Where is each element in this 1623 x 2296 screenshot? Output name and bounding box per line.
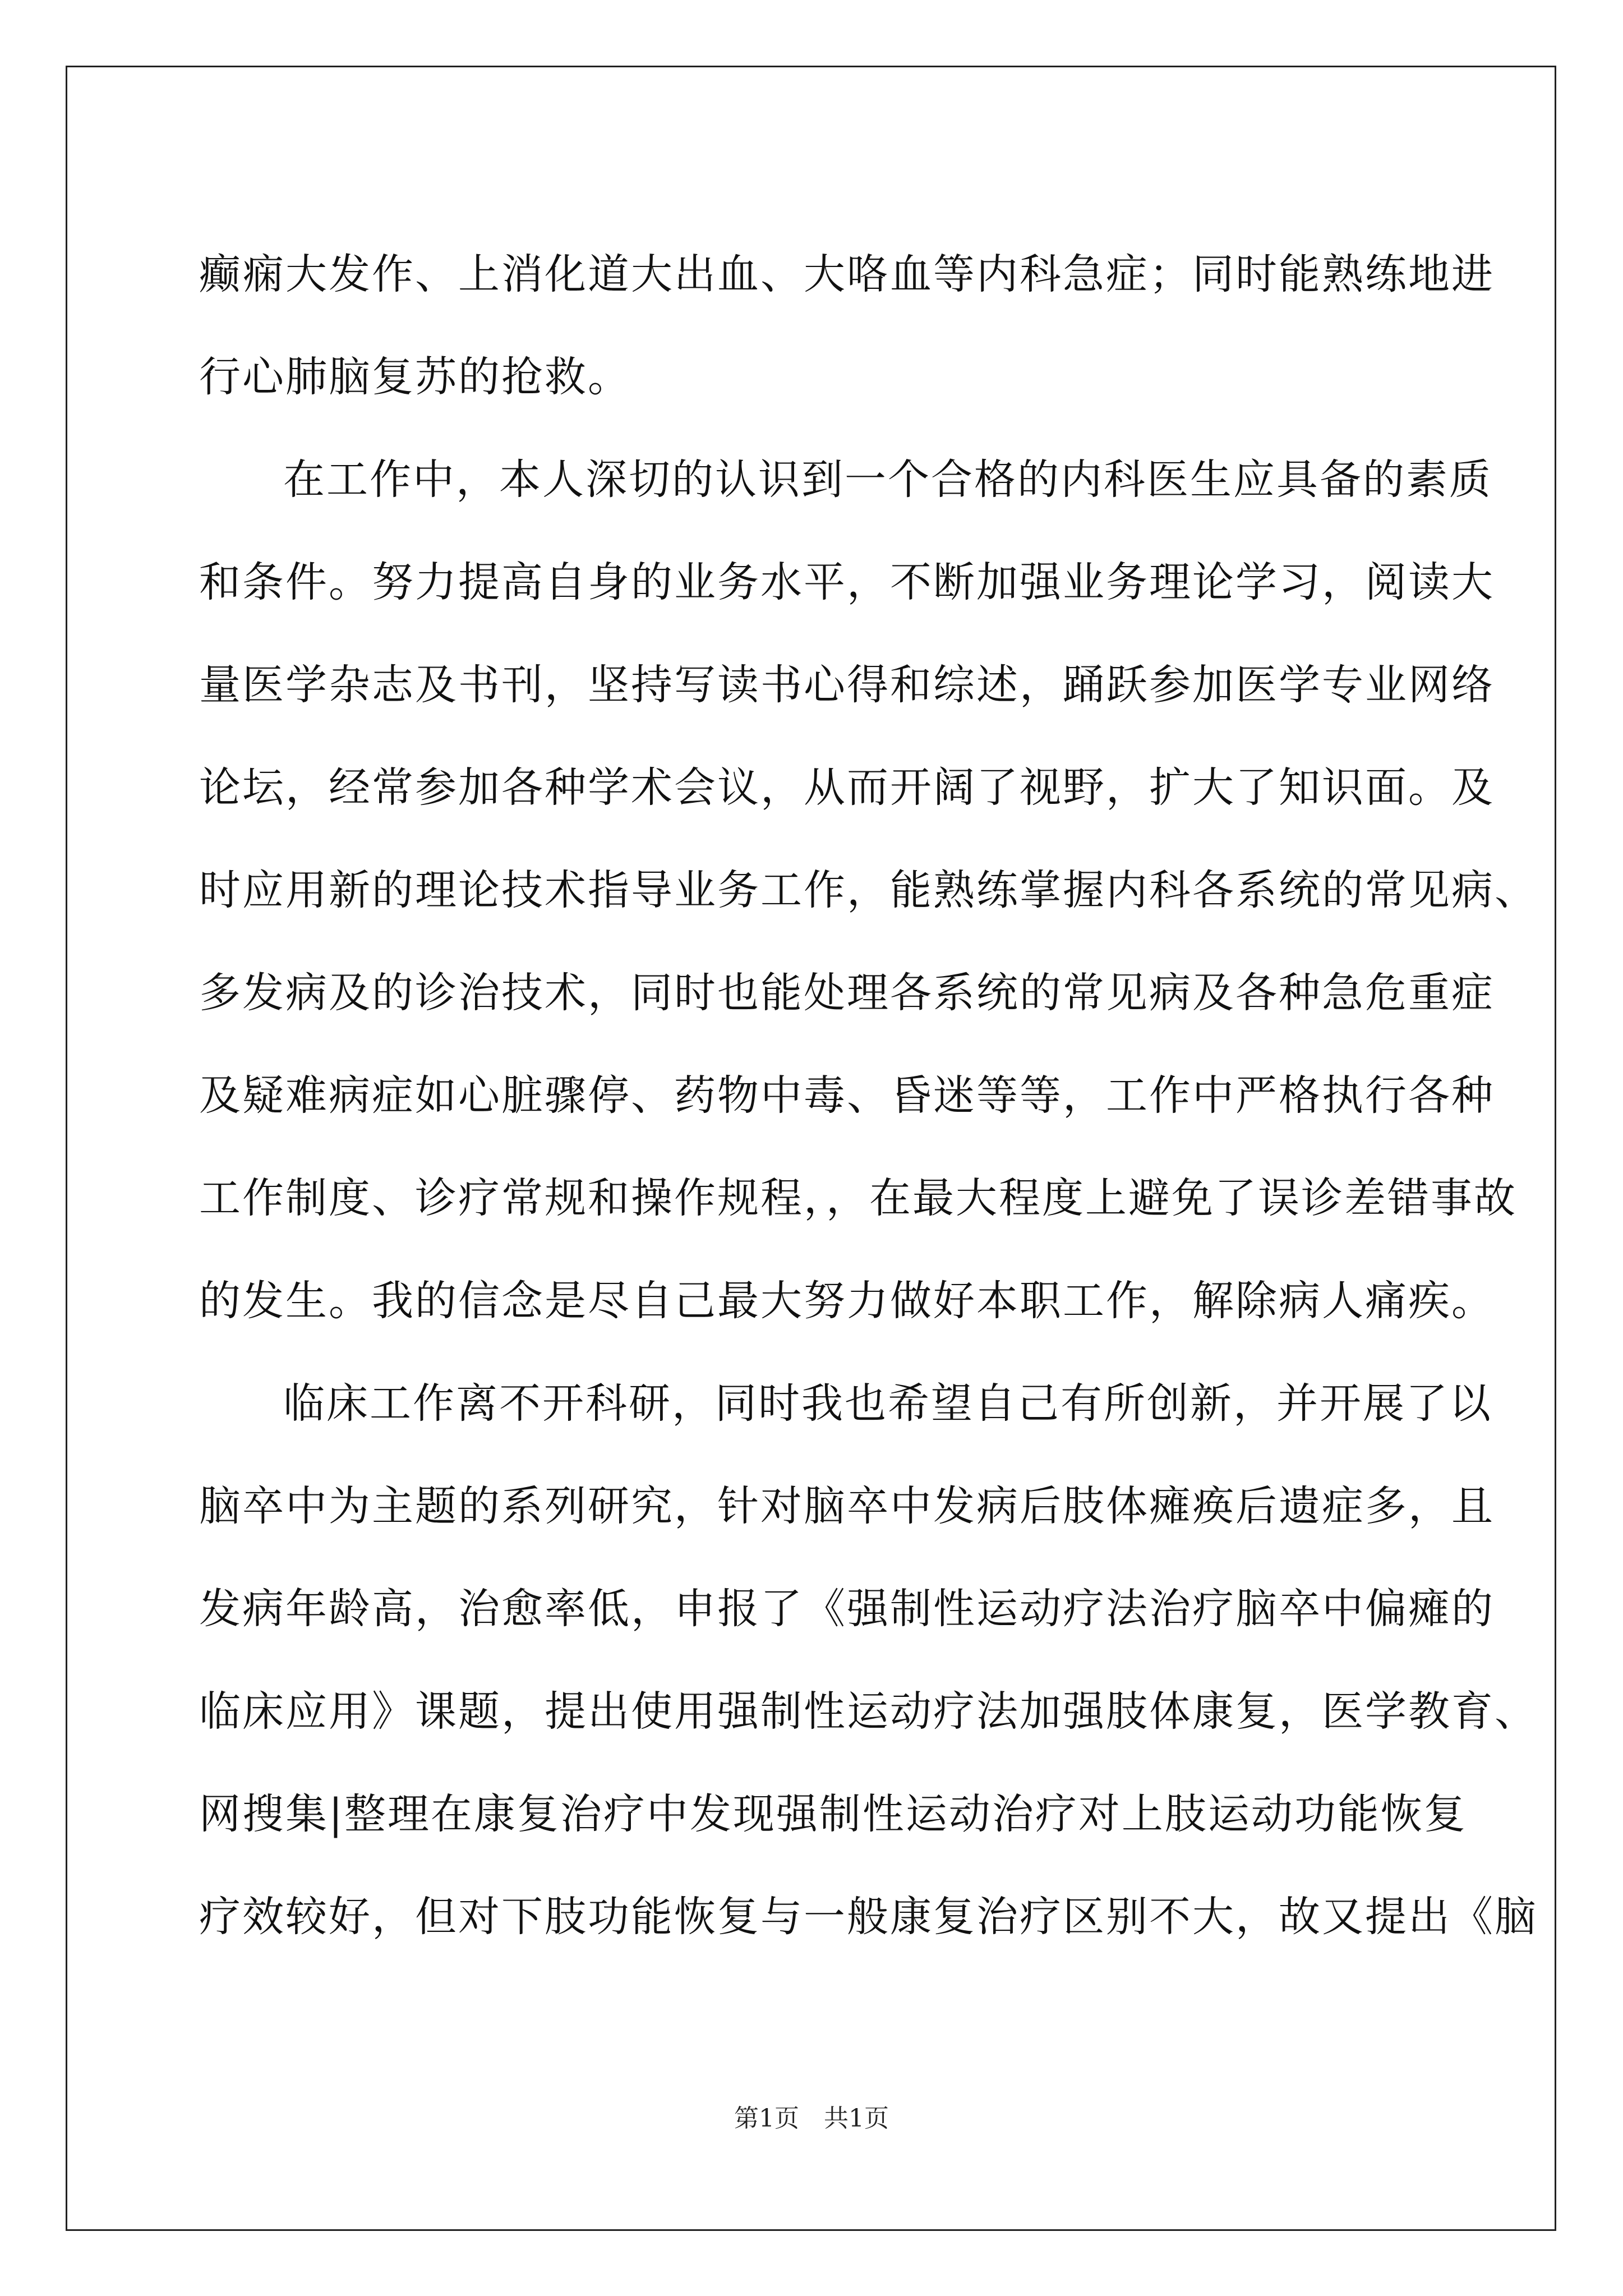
text-line: 工作制度、诊疗常规和操作规程，，在最大程度上避免了误诊差错事故 (199, 1174, 1517, 1222)
text-line: 临床应用》课题，提出使用强制性运动疗法加强肢体康复，医学教育、 (199, 1687, 1538, 1736)
text-line: 癫痫大发作、上消化道大出血、大咯血等内科急症；同时能熟练地进 (199, 250, 1495, 298)
text-line: 及疑难病症如心脏骤停、药物中毒、昏迷等等，工作中严格执行各种 (199, 1071, 1495, 1120)
text-line: 网搜集|整理在康复治疗中发现强制性运动治疗对上肢运动功能恢复 (199, 1790, 1467, 1838)
text-line: 脑卒中为主题的系列研究，针对脑卒中发病后肢体瘫痪后遗症多，且 (199, 1482, 1495, 1530)
text-line: 的发生。我的信念是尽自己最大努力做好本职工作，解除病人痛疾。 (199, 1277, 1495, 1325)
text-line: 发病年龄高，治愈率低，申报了《强制性运动疗法治疗脑卒中偏瘫的 (199, 1585, 1495, 1633)
text-line: 论坛，经常参加各种学术会议，从而开阔了视野，扩大了知识面。及 (199, 763, 1495, 812)
text-line: 行心肺脑复苏的抢救。 (199, 353, 631, 401)
text-line: 临床工作离不开科研，同时我也希望自己有所创新，并开展了以 (283, 1379, 1492, 1428)
text-line: 在工作中，本人深切的认识到一个合格的内科医生应具备的素质 (283, 455, 1492, 504)
document-body (199, 223, 1538, 1968)
text-line: 量医学杂志及书刊，坚持写读书心得和综述，踊跃参加医学专业网络 (199, 661, 1495, 709)
page-footer: 第1页 共1页 (734, 2104, 889, 2133)
text-line: 疗效较好，但对下肢功能恢复与一般康复治疗区别不大，故又提出《脑 (199, 1893, 1538, 1941)
text-line: 时应用新的理论技术指导业务工作，能熟练掌握内科各系统的常见病、 (199, 866, 1538, 914)
text-line: 多发病及的诊治技术，同时也能处理各系统的常见病及各种急危重症 (199, 969, 1495, 1017)
text-line: 和条件。努力提高自身的业务水平，不断加强业务理论学习，阅读大 (199, 558, 1495, 606)
